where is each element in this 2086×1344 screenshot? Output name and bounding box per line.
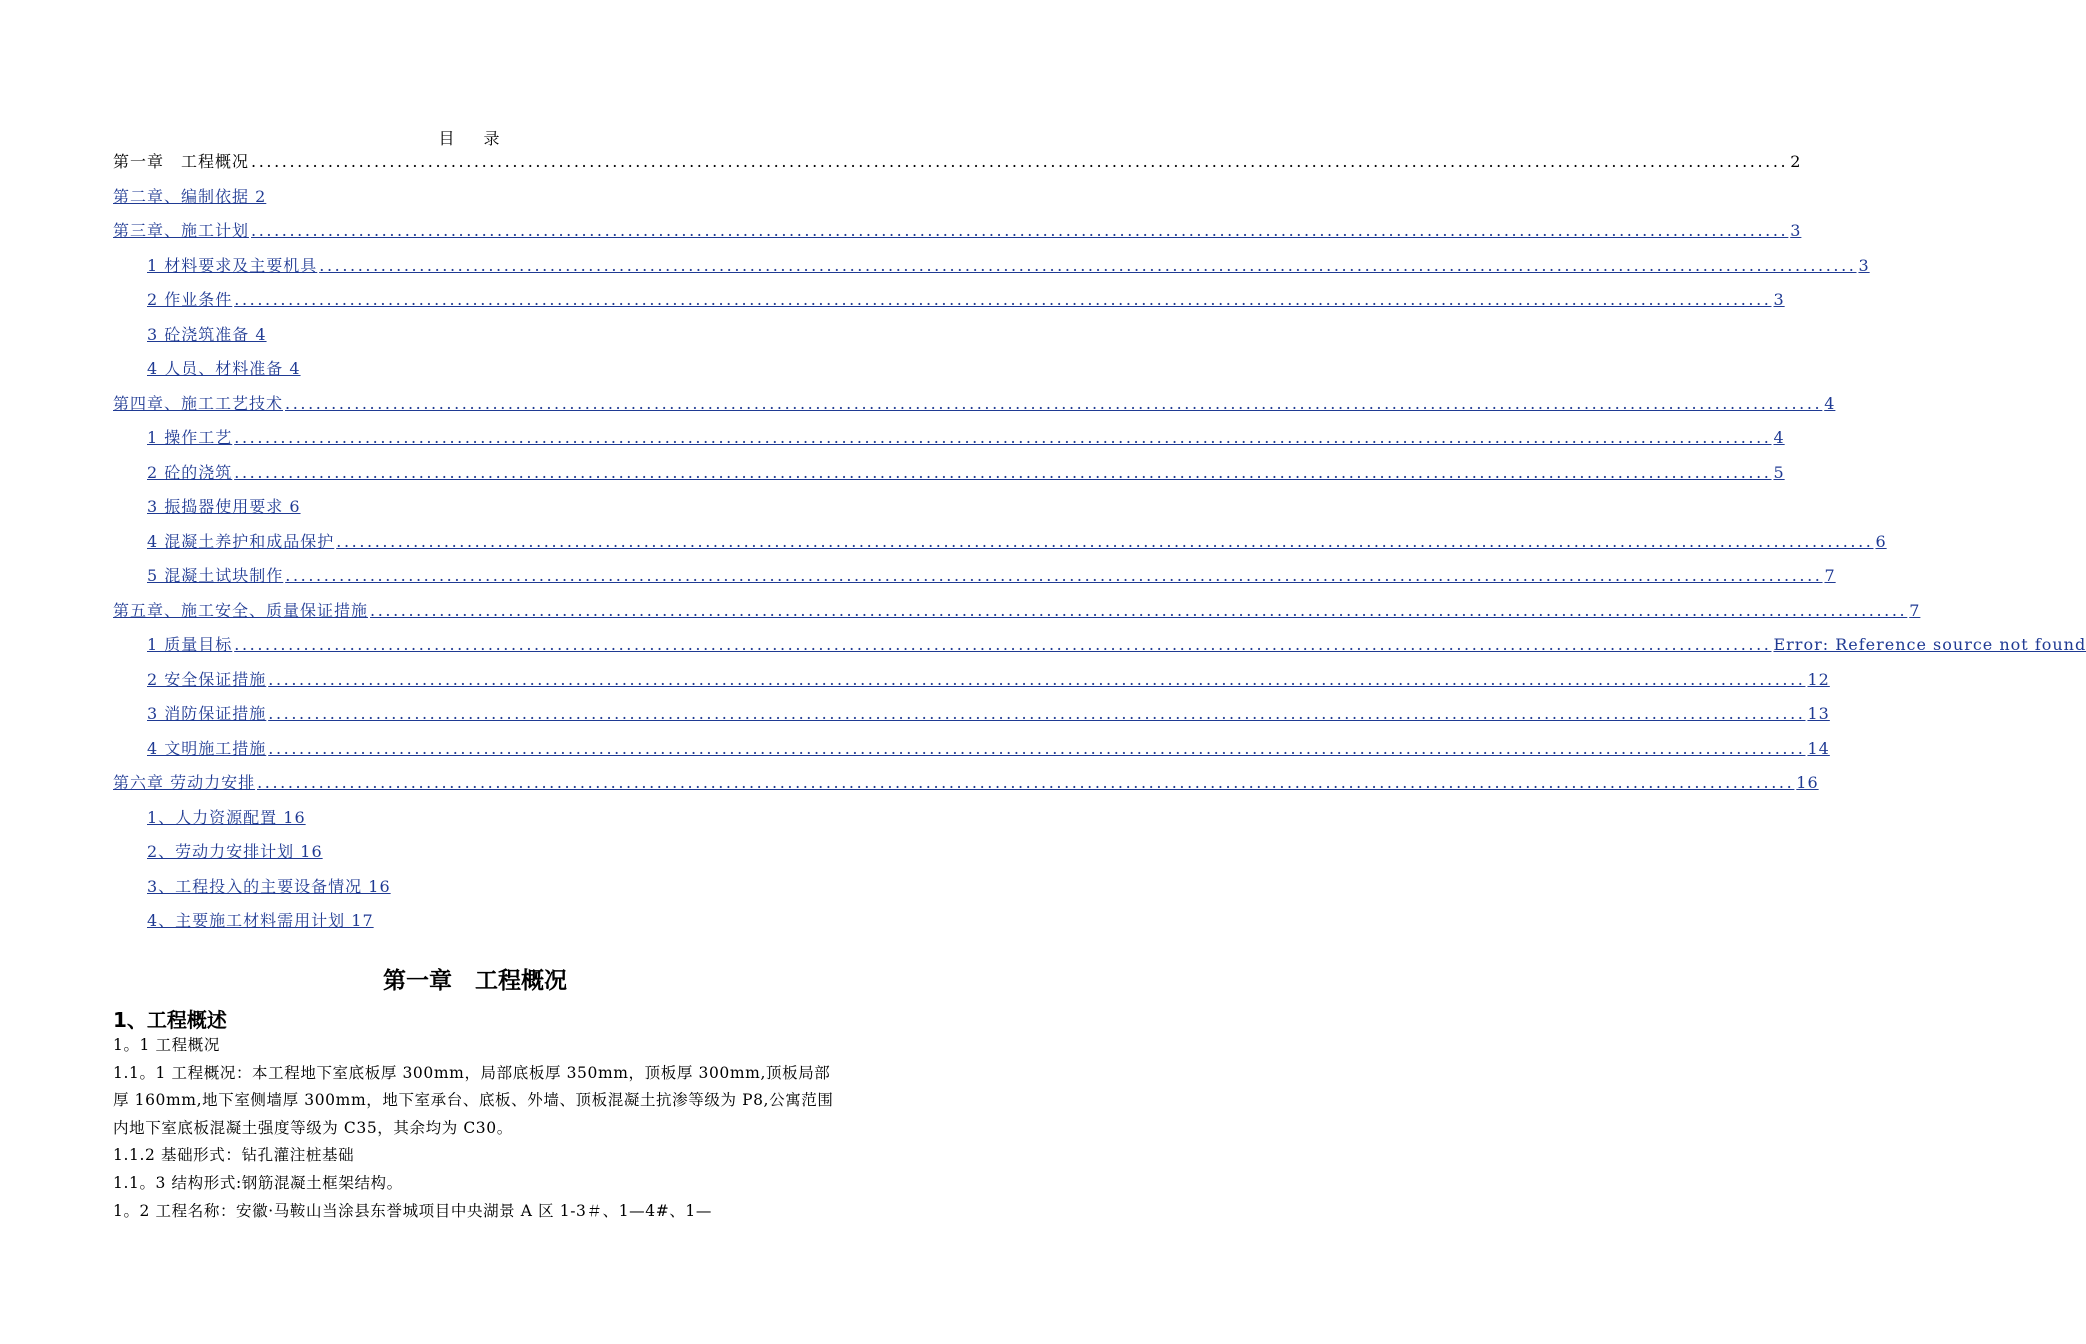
toc-dot-leader: ........................................................................................................................................................................................................ bbox=[319, 255, 1857, 275]
toc-entry-link[interactable] bbox=[147, 254, 1870, 278]
toc-entry-link[interactable] bbox=[147, 497, 301, 516]
toc-entry-link[interactable] bbox=[147, 668, 1830, 692]
toc-entry[interactable] bbox=[113, 737, 1830, 772]
toc-page-number: 2 bbox=[1790, 152, 1802, 171]
toc-entry-link[interactable] bbox=[113, 392, 1836, 416]
toc-entry[interactable] bbox=[113, 909, 838, 944]
toc-dot-leader: ........................................................................................................................................................................................................ bbox=[234, 428, 1772, 447]
toc-entry-link[interactable] bbox=[147, 737, 1830, 761]
body-paragraph: 1.1。3 结构形式:钢筋混凝土框架结构。 bbox=[113, 1173, 403, 1192]
toc-entry[interactable] bbox=[113, 254, 1870, 289]
toc-entry[interactable] bbox=[113, 840, 838, 875]
toc-entry-text: 3、工程投入的主要设备情况 16 bbox=[147, 876, 391, 896]
toc-entry-link[interactable] bbox=[147, 702, 1830, 726]
toc-page-number: 3 bbox=[1790, 221, 1802, 240]
toc-entry[interactable] bbox=[113, 771, 1819, 806]
toc-entry[interactable] bbox=[113, 875, 838, 910]
toc-page-number: 3 bbox=[1773, 290, 1785, 309]
toc-entry-text: 2、劳动力安排计划 16 bbox=[147, 842, 323, 861]
toc-dot-leader: ........................................................................................................................................................................................................ bbox=[336, 531, 1874, 551]
toc-entry-link[interactable] bbox=[113, 219, 1802, 243]
toc-dot-leader: ........................................................................................................................................................................................................ bbox=[268, 669, 1806, 689]
toc-entry-link[interactable] bbox=[147, 288, 1785, 312]
body-text bbox=[113, 1032, 841, 1225]
toc-entry-text: 第三章、施工计划 bbox=[113, 221, 250, 240]
toc-entry-text: 1、人力资源配置 16 bbox=[147, 807, 306, 827]
toc-page-number: 7 bbox=[1824, 566, 1836, 585]
toc-page-number: 7 bbox=[1909, 600, 1921, 620]
toc-page-number: 6 bbox=[1875, 531, 1887, 551]
toc-entry-text: 5 混凝土试块制作 bbox=[147, 566, 284, 585]
toc-dot-leader: ........................................................................................................................................................................................................ bbox=[285, 566, 1823, 585]
toc-entry-link bbox=[113, 150, 1802, 174]
toc-page-number: 4 bbox=[1824, 393, 1836, 413]
toc-page-number: 12 bbox=[1807, 669, 1830, 689]
toc-page-number: 16 bbox=[1796, 773, 1819, 792]
toc-entry-text: 2 安全保证措施 bbox=[147, 669, 267, 689]
toc-entry-text: 第二章、编制依据 2 bbox=[113, 186, 267, 206]
toc-entry[interactable] bbox=[113, 426, 1785, 461]
toc-dot-leader: ........................................................................................................................................................................................................ bbox=[251, 152, 1789, 171]
toc-entry-link[interactable] bbox=[147, 911, 374, 930]
toc-entry[interactable] bbox=[113, 633, 2086, 668]
toc-dot-leader: ........................................................................................................................................................................................................ bbox=[257, 773, 1795, 792]
body-paragraph: 1.1.2 基础形式：钻孔灌注桩基础 bbox=[113, 1146, 355, 1165]
toc-page-number: 4 bbox=[1773, 428, 1785, 447]
toc-entry-link[interactable] bbox=[147, 808, 306, 827]
toc-entry-link[interactable] bbox=[147, 461, 1785, 485]
toc-entry[interactable] bbox=[113, 564, 1836, 599]
body-paragraph: 1。2 工程名称：安徽·马鞍山当涂县东誉城项目中央湖景 A 区 1-3＃、1—4#、1— bbox=[113, 1201, 712, 1220]
toc-dot-leader: ........................................................................................................................................................................................................ bbox=[234, 462, 1772, 482]
toc-entry[interactable] bbox=[113, 461, 1785, 496]
toc-entry-text: 2 作业条件 bbox=[147, 290, 233, 309]
toc-entry-link[interactable] bbox=[113, 599, 1921, 623]
toc-dot-leader: ........................................................................................................................................................................................................ bbox=[370, 600, 1908, 620]
toc-entry[interactable] bbox=[113, 288, 1785, 323]
table-of-contents bbox=[113, 150, 2086, 944]
toc-entry-text: 4 混凝土养护和成品保护 bbox=[147, 531, 335, 551]
toc-entry-text: 2 砼的浇筑 bbox=[147, 462, 233, 482]
toc-page-number: 13 bbox=[1807, 704, 1830, 723]
toc-dot-leader: ........................................................................................................................................................................................................ bbox=[268, 738, 1806, 758]
toc-entry[interactable] bbox=[113, 323, 838, 358]
toc-entry[interactable] bbox=[113, 185, 838, 220]
toc-entry bbox=[113, 150, 1802, 185]
toc-dot-leader: ........................................................................................................................................................................................................ bbox=[285, 393, 1823, 413]
toc-entry[interactable] bbox=[113, 530, 1887, 565]
toc-page-number: 5 bbox=[1773, 462, 1785, 482]
toc-entry-text: 1 质量目标 bbox=[147, 635, 233, 654]
toc-entry-text: 4 文明施工措施 bbox=[147, 738, 267, 758]
toc-entry[interactable] bbox=[113, 357, 838, 392]
toc-dot-leader: ........................................................................................................................................................................................................ bbox=[234, 290, 1772, 309]
toc-page-number: 3 bbox=[1858, 255, 1870, 275]
toc-entry-link[interactable] bbox=[147, 325, 267, 344]
toc-entry-link[interactable] bbox=[113, 771, 1819, 795]
toc-entry-link[interactable] bbox=[147, 564, 1836, 588]
toc-entry-text: 1 操作工艺 bbox=[147, 428, 233, 447]
toc-entry-link[interactable] bbox=[147, 633, 2086, 657]
toc-page-number: Error: Reference source not found bbox=[1773, 635, 2086, 654]
toc-entry-text: 4、主要施工材料需用计划 17 bbox=[147, 911, 374, 930]
toc-entry-text: 第六章 劳动力安排 bbox=[113, 773, 256, 792]
toc-entry[interactable] bbox=[113, 495, 838, 530]
section-heading: 1、工程概述 bbox=[113, 1008, 227, 1032]
toc-entry[interactable] bbox=[113, 806, 838, 841]
toc-entry-text: 3 砼浇筑准备 4 bbox=[147, 324, 267, 344]
toc-entry-text: 3 消防保证措施 bbox=[147, 704, 267, 723]
toc-entry-link[interactable] bbox=[147, 426, 1785, 450]
toc-entry-text: 4 人员、材料准备 4 bbox=[147, 359, 301, 378]
toc-entry-link[interactable] bbox=[147, 530, 1887, 554]
toc-entry-link[interactable] bbox=[113, 187, 266, 206]
toc-entry[interactable] bbox=[113, 668, 1830, 703]
toc-entry[interactable] bbox=[113, 392, 1836, 427]
toc-entry-text: 第五章、施工安全、质量保证措施 bbox=[113, 600, 369, 620]
toc-title: 目 录 bbox=[438, 129, 512, 148]
toc-entry-link[interactable] bbox=[147, 842, 323, 861]
body-paragraph: 1.1。1 工程概况：本工程地下室底板厚 300mm，局部底板厚 350mm，顶板厚 300mm,顶板局部厚 160mm,地下室侧墙厚 300mm，地下室承台、底板、外墙、顶板混凝土抗渗等级为 P8,公寓范围内地下室底板混凝土强度等级为 C35，其余均为 C30。 bbox=[113, 1063, 834, 1137]
toc-entry-text: 第一章 工程概况 bbox=[113, 152, 250, 171]
toc-entry[interactable] bbox=[113, 702, 1830, 737]
toc-entry-link[interactable] bbox=[147, 877, 391, 896]
toc-entry-text: 3 振捣器使用要求 6 bbox=[147, 497, 301, 516]
toc-entry-text: 1 材料要求及主要机具 bbox=[147, 255, 318, 275]
toc-entry[interactable] bbox=[113, 219, 1802, 254]
toc-entry-link[interactable] bbox=[147, 359, 301, 378]
toc-entry-text: 第四章、施工工艺技术 bbox=[113, 393, 284, 413]
toc-dot-leader: ........................................................................................................................................................................................................ bbox=[268, 704, 1806, 723]
toc-page-number: 14 bbox=[1807, 738, 1830, 758]
toc-entry[interactable] bbox=[113, 599, 1921, 634]
toc-dot-leader: ........................................................................................................................................................................................................ bbox=[234, 635, 1772, 654]
toc-dot-leader: ........................................................................................................................................................................................................ bbox=[251, 221, 1789, 240]
chapter-heading: 第一章 工程概况 bbox=[383, 968, 567, 994]
body-paragraph: 1。1 工程概况 bbox=[113, 1036, 220, 1054]
